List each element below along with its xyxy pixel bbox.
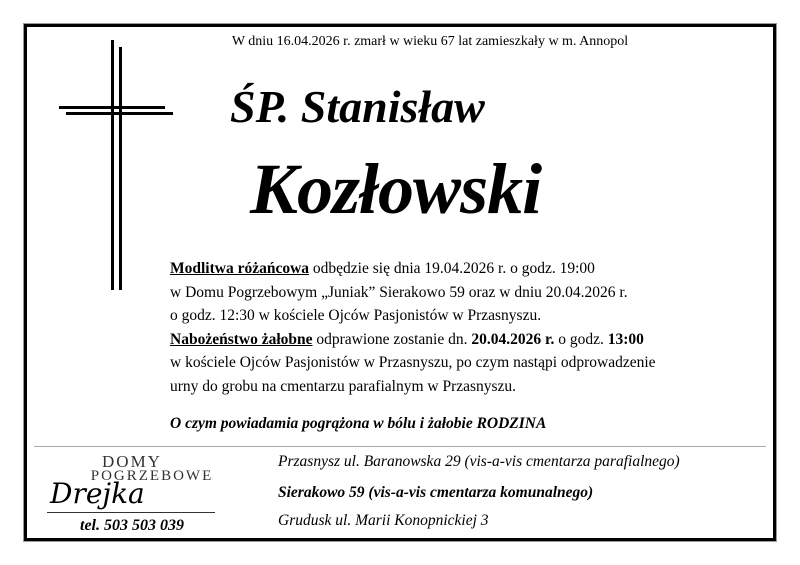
- deceased-surname: Kozłowski: [250, 149, 542, 229]
- service-date: 20.04.2026 r.: [471, 330, 555, 348]
- text: odprawione zostanie dn.: [312, 330, 472, 348]
- logo-underline: [47, 512, 215, 513]
- funeral-details: [170, 257, 656, 398]
- logo-text: DOMY: [102, 452, 162, 471]
- service-time: 13:00: [607, 330, 644, 348]
- text: o godz. 12:30 w kościele Ojców Pasjonistów w Przasnyszu.: [170, 307, 542, 324]
- rosary-label: Modlitwa różańcowa: [170, 260, 310, 277]
- address: Sierakowo 59 (vis-a-vis cmentarza komunalnego): [278, 484, 594, 501]
- closing-line: O czym powiadamia pogrążona w bólu i żałobie RODZINA: [170, 415, 547, 432]
- deceased-first-name: ŚP. Stanisław: [230, 81, 485, 132]
- funeral-home-logo: [42, 452, 222, 535]
- text: w kościele Ojców Pasjonistów w Przasnyszu, po czym nastąpi odprowadzenie: [170, 354, 656, 371]
- text: w Domu Pogrzebowym „Juniak” Sierakowo 59 oraz w dniu 20.04.2026 r.: [170, 283, 628, 301]
- logo-text: POGRZEBOWE: [90, 468, 214, 484]
- death-announcement: W dniu 16.04.2026 r. zmarł w wieku 67 lat zamieszkały w m. Annopol: [231, 34, 629, 49]
- address: Przasnysz ul. Baranowska 29 (vis-a-vis cmentarza parafialnego): [278, 453, 680, 470]
- logo-text: Drejka: [50, 477, 145, 510]
- text: urny do grobu na cmentarzu parafialnym w Przasnyszu.: [170, 377, 517, 395]
- phone-number: tel. 503 503 039: [80, 517, 184, 534]
- service-label: Nabożeństwo żałobne: [170, 330, 313, 348]
- divider: [34, 446, 766, 447]
- text: o godz.: [554, 330, 608, 348]
- address: Grudusk ul. Marii Konopnickiej 3: [278, 512, 489, 529]
- text: odbędzie się dnia 19.04.2026 r. o godz. 19:00: [309, 260, 595, 277]
